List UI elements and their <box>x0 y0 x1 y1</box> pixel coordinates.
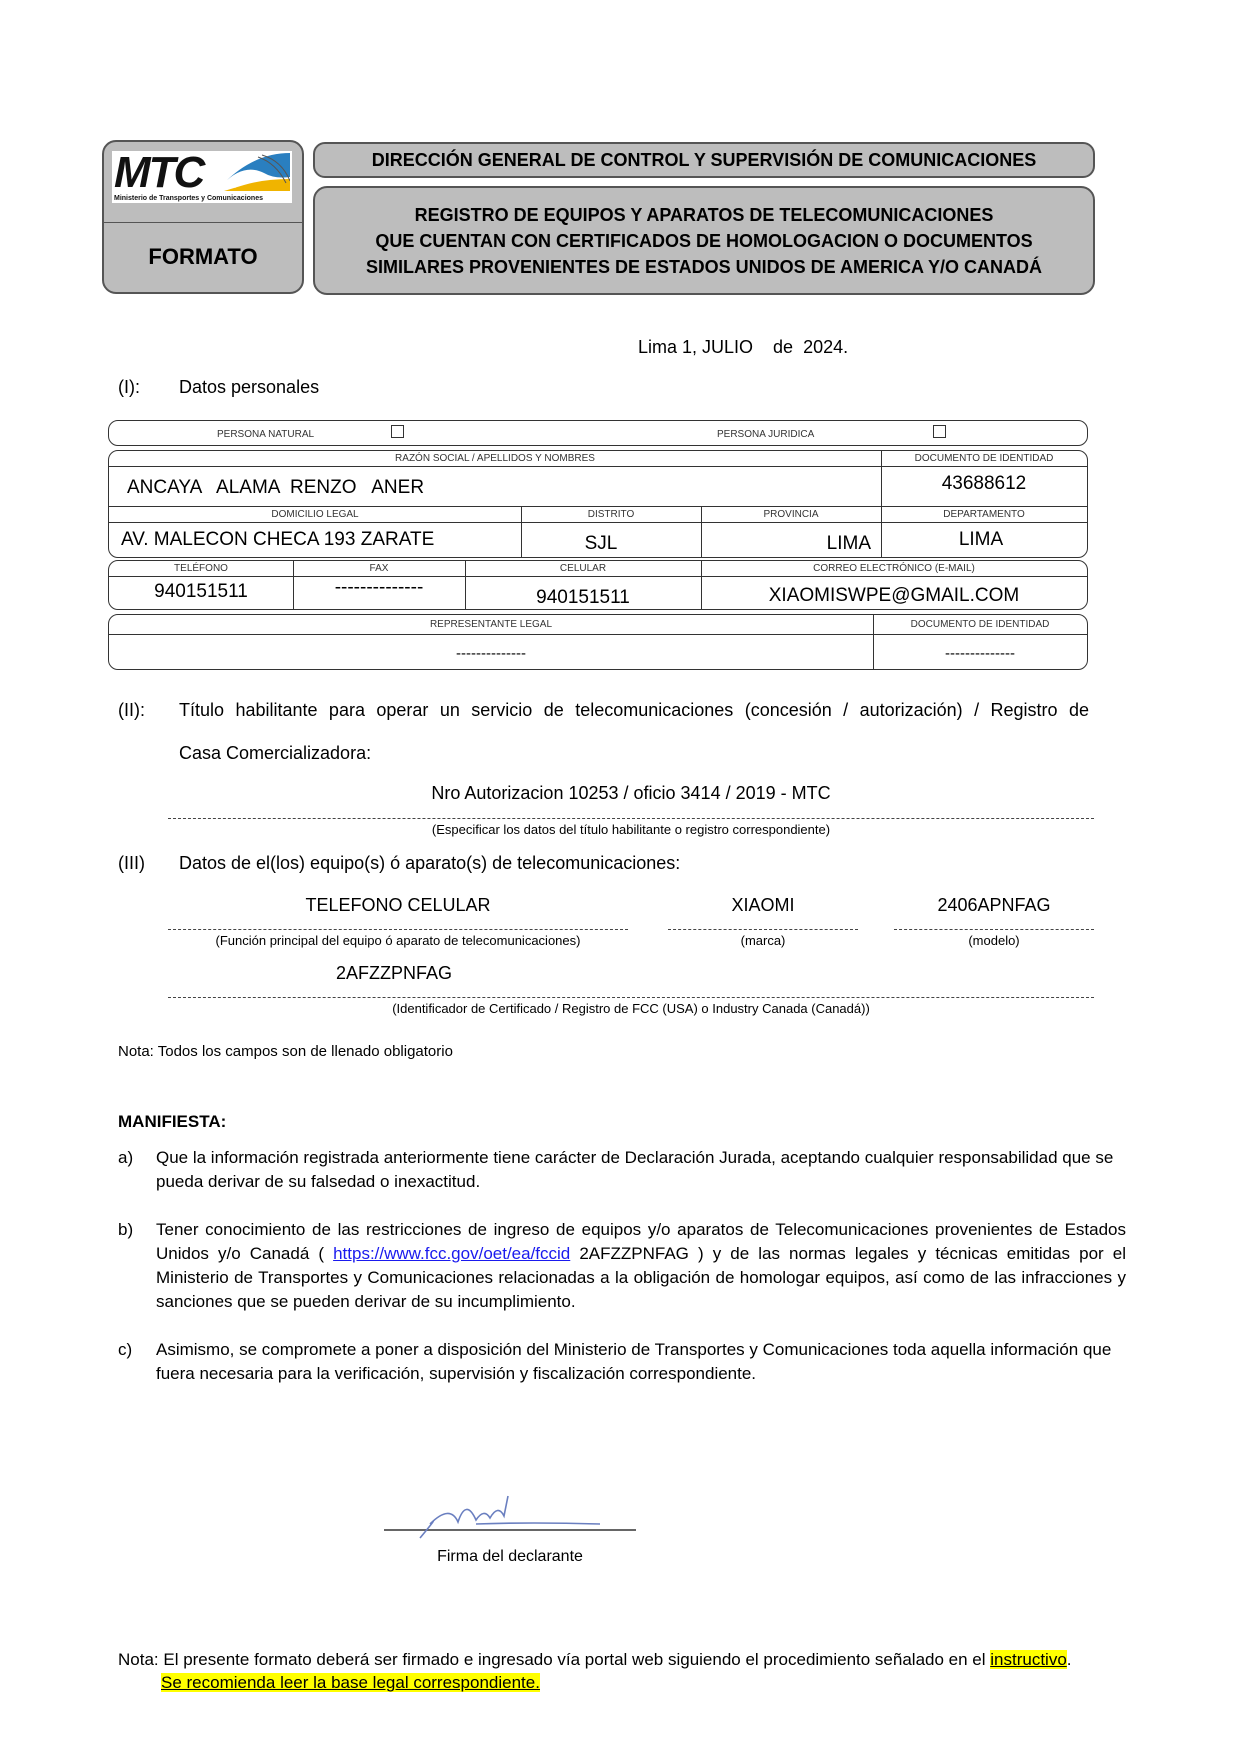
rep-documento-label: DOCUMENTO DE IDENTIDAD <box>910 619 1050 630</box>
cert-caption: (Identificador de Certificado / Registro de FCC (USA) o Industry Canada (Canadá)) <box>392 1001 870 1016</box>
item-c-text: Asimismo, se compromete a poner a disposición del Ministerio de Transportes y Comunicaciones toda aquella información que fuera necesaria para la verificación, supervisión y fiscalización correspondiente. <box>156 1340 1112 1383</box>
main-title <box>313 186 1095 295</box>
note-required: Nota: Todos los campos son de llenado obligatorio <box>118 1043 453 1060</box>
section1-number: (I): <box>118 377 140 397</box>
main-title-line: REGISTRO DE EQUIPOS Y APARATOS DE TELECOMUNICACIONES <box>414 204 994 225</box>
provincia-value[interactable]: LIMA <box>826 533 871 554</box>
brand-value[interactable]: XIAOMI <box>731 895 795 915</box>
logo-subtitle: Ministerio de Transportes y Comunicaciones <box>114 195 263 202</box>
direction-title: DIRECCIÓN GENERAL DE CONTROL Y SUPERVISIÓN DE COMUNICACIONES <box>313 142 1095 178</box>
section2-number: (II): <box>118 700 145 720</box>
row-divider <box>109 576 1087 577</box>
personal-data-box <box>108 450 1088 558</box>
item-b-text <box>156 1218 1126 1314</box>
persona-juridica-label: PERSONA JURIDICA <box>717 429 815 440</box>
item-b-letter: b) <box>118 1220 134 1239</box>
item-a-letter: a) <box>118 1148 134 1167</box>
telefono-value[interactable]: 940151511 <box>154 581 248 602</box>
razon-social-value[interactable]: ANCAYA ALAMA RENZO ANER <box>127 477 425 498</box>
provincia-label: PROVINCIA <box>763 509 819 520</box>
cert-value[interactable]: 2AFZZPNFAG <box>336 963 453 983</box>
fax-value[interactable]: -------------- <box>334 577 424 598</box>
section2-title-line2: Casa Comercializadora: <box>179 743 372 763</box>
signature-image <box>380 1494 640 1544</box>
departamento-value[interactable]: LIMA <box>958 529 1004 550</box>
domicilio-value[interactable]: AV. MALECON CHECA 193 ZARATE <box>121 529 435 550</box>
brand-underline <box>668 929 858 930</box>
main-title-line: SIMILARES PROVENIENTES DE ESTADOS UNIDOS DE AMERICA Y/O CANADÁ <box>365 256 1043 277</box>
manifiesta-title: MANIFIESTA: <box>118 1112 227 1131</box>
persona-juridica-checkbox[interactable] <box>933 425 946 438</box>
model-caption: (modelo) <box>968 933 1020 948</box>
fax-label: FAX <box>369 563 389 574</box>
footer-note-text: Nota: El presente formato deberá ser firmado e ingresado vía portal web siguiendo el procedimiento señalado en el <box>118 1650 991 1669</box>
telefono-label: TELÉFONO <box>174 563 228 574</box>
persona-natural-label: PERSONA NATURAL <box>217 429 315 440</box>
model-underline <box>894 929 1094 930</box>
item-b-text-after: 2AFZZPNFAG ) y de las normas legales y técnicas emitidas por el Ministerio de Transportes y Comunicaciones relacionadas a la obligación de homologar equipos, así como de las infracciones y sanciones que se pueden derivar de su incumplimiento. <box>156 1244 1127 1311</box>
date-line: Lima 1, JULIO de 2024. <box>638 337 849 357</box>
fcc-link[interactable]: https://www.fcc.gov/oet/ea/fccid <box>333 1244 571 1263</box>
logo-text: MTC <box>114 148 204 197</box>
signature-caption: Firma del declarante <box>437 1548 583 1565</box>
domicilio-label: DOMICILIO LEGAL <box>271 509 359 520</box>
function-caption: (Función principal del equipo ó aparato de telecomunicaciones) <box>215 933 581 948</box>
base-legal-line <box>161 1673 540 1693</box>
celular-value[interactable]: 940151511 <box>536 587 630 608</box>
function-value[interactable]: TELEFONO CELULAR <box>305 895 491 915</box>
formato-label: FORMATO <box>148 244 258 269</box>
row-divider <box>109 522 1087 523</box>
documento-value[interactable]: 43688612 <box>941 473 1027 494</box>
persona-natural-checkbox[interactable] <box>391 425 404 438</box>
celular-label: CELULAR <box>559 563 607 574</box>
rep-documento-value[interactable]: -------------- <box>945 645 1015 662</box>
email-label: CORREO ELECTRÓNICO (E-MAIL) <box>813 563 975 574</box>
email-value[interactable]: XIAOMISWPE@GMAIL.COM <box>768 585 1020 606</box>
brand-caption: (marca) <box>740 933 786 948</box>
departamento-label: DEPARTAMENTO <box>943 509 1025 520</box>
main-title-line: QUE CUENTAN CON CERTIFICADOS DE HOMOLOGACION O DOCUMENTOS <box>375 230 1033 251</box>
razon-social-label: RAZÓN SOCIAL / APELLIDOS Y NOMBRES <box>395 453 595 464</box>
representante-value[interactable]: -------------- <box>456 645 526 662</box>
function-underline <box>168 929 628 930</box>
row-divider <box>109 466 1087 467</box>
item-c-letter: c) <box>118 1340 133 1359</box>
distrito-label: DISTRITO <box>587 509 635 520</box>
documento-label: DOCUMENTO DE IDENTIDAD <box>914 453 1054 464</box>
representante-box <box>108 614 1088 670</box>
section1-title: Datos personales <box>179 377 320 397</box>
cert-underline <box>168 997 1094 998</box>
logo-wave-icon <box>224 153 290 191</box>
persona-type-row <box>108 420 1088 446</box>
representante-label: REPRESENTANTE LEGAL <box>429 619 553 630</box>
contact-box <box>108 560 1088 610</box>
base-legal-link[interactable]: Se recomienda leer la base legal correspondiente. <box>161 1673 540 1692</box>
section2-underline <box>168 818 1094 819</box>
row-divider <box>109 506 1087 507</box>
header-logo-panel <box>102 140 304 294</box>
section2-value[interactable]: Nro Autorizacion 10253 / oficio 3414 / 2019 - MTC <box>431 783 831 803</box>
item-a-text: Que la información registrada anteriormente tiene carácter de Declaración Jurada, aceptando cualquier responsabilidad que se pueda derivar de su falsedad o inexactitud. <box>156 1148 1114 1191</box>
instructivo-link[interactable]: instructivo <box>990 1650 1067 1669</box>
footer-note <box>118 1650 1072 1670</box>
section3-title: Datos de el(los) equipo(s) ó aparato(s) de telecomunicaciones: <box>179 853 681 873</box>
item-b-text-before: Tener conocimiento de las restricciones de ingreso de equipos y/o aparatos de Telecomunicaciones provenientes de Estados Unidos y/o Canadá ( <box>156 1220 1126 1263</box>
row-divider <box>109 634 1087 635</box>
distrito-value[interactable]: SJL <box>584 533 618 554</box>
footer-period: . <box>1066 1650 1072 1669</box>
section2-caption: (Especificar los datos del título habilitante o registro correspondiente) <box>431 822 831 837</box>
section2-title-line1: Título habilitante para operar un servicio de telecomunicaciones (concesión / autorización) / Registro de <box>179 700 1089 720</box>
mtc-logo <box>112 148 292 203</box>
section3-number: (III) <box>118 853 145 873</box>
model-value[interactable]: 2406APNFAG <box>937 895 1051 915</box>
